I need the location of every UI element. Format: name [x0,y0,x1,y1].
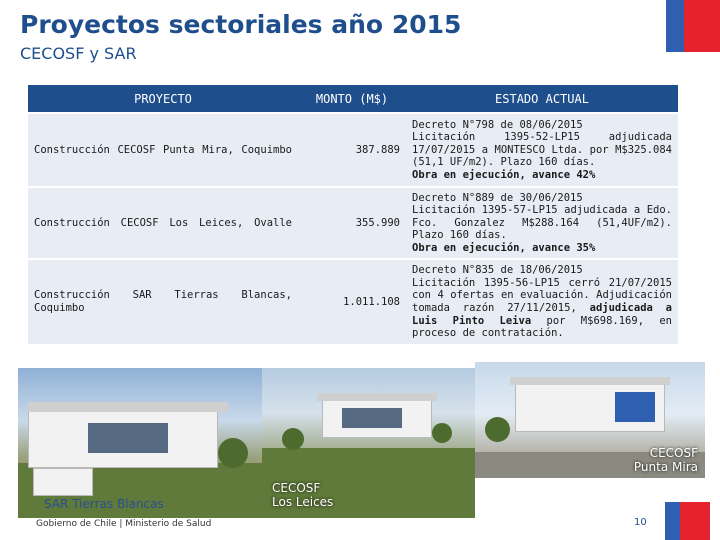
amount-cell: 355.990 [298,187,406,259]
page-subtitle: CECOSF y SAR [20,44,137,63]
caption-cecosf-punta-mira: CECOSF Punta Mira [633,446,698,474]
table-row [28,259,678,345]
caption-cecosf-los-leices: CECOSF Los Leices [272,481,334,509]
amount-cell: 387.889 [298,113,406,187]
flag-logo [666,0,720,80]
project-cell: Construcción SAR Tierras Blancas, Coquimbo [28,259,298,345]
amount-cell: 1.011.108 [298,259,406,345]
project-cell: Construcción CECOSF Los Leices, Ovalle [28,187,298,259]
page-number: 10 [634,517,647,528]
project-cell: Construcción CECOSF Punta Mira, Coquimbo [28,113,298,187]
status-cell: Decreto N°889 de 30/06/2015 Licitación 1395-57-LP15 adjudicada a Edo. Fco. Gonzalez M$288.164 (51,4UF/m2). Plazo 160 días. Obra en ejecución, avance 35% [406,187,678,259]
caption-sar-tierras-blancas: SAR Tierras Blancas [44,497,164,511]
flag-logo-bottom [665,502,710,540]
table-header-row [28,85,678,113]
column-header-amount: MONTO (M$) [298,85,406,113]
column-header-status: ESTADO ACTUAL [406,85,678,113]
table-row [28,187,678,259]
sar-tierras-blancas-photo [18,368,263,518]
footer-org: Gobierno de Chile | Ministerio de Salud [36,519,212,529]
table-row [28,113,678,187]
page-title: Proyectos sectoriales año 2015 [20,10,462,39]
column-header-project: PROYECTO [28,85,298,113]
status-cell: Decreto N°798 de 08/06/2015 Licitación 1395-52-LP15 adjudicada 17/07/2015 a MONTESCO Ltda. por M$325.084 (51,1 UF/m2). Plazo 160 días. Obra en ejecución, avance 42% [406,113,678,187]
status-cell: Decreto N°835 de 18/06/2015 Licitación 1395-56-LP15 cerró 21/07/2015 con 4 ofertas en evaluación. Adjudicación tomada razón 27/11/2015, adjudicada a Luis Pinto Leiva por M$698.169, en proceso de contratación. [406,259,678,345]
projects-table [28,85,678,346]
